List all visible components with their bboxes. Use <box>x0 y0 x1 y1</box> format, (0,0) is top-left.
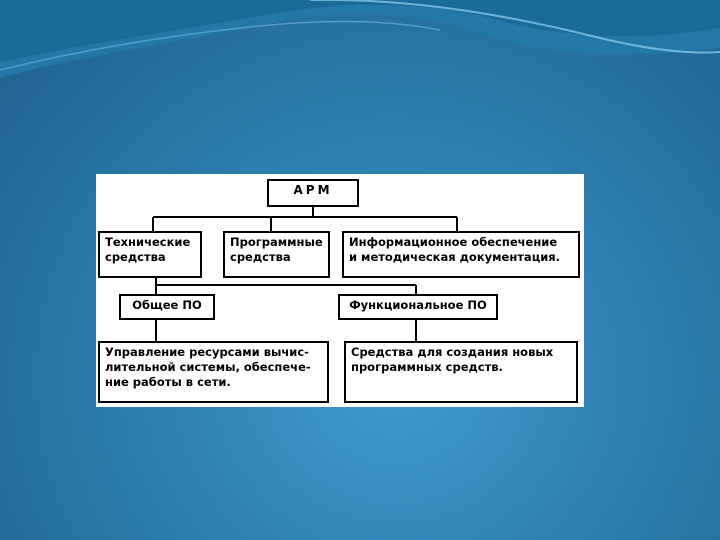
root-node-arm: АРМ <box>267 179 359 207</box>
node-general-software: Общее ПО <box>119 294 215 320</box>
node-resource-management: Управление ресурсами вычис- лительной системы, обеспече- ние работы в сети. <box>98 341 329 403</box>
node-functional-software: Функциональное ПО <box>338 294 498 320</box>
node-information-support: Информационное обеспечение и методическая документация. <box>342 231 580 278</box>
node-software-means: Программные средства <box>223 231 330 278</box>
header-wave-decoration <box>0 0 720 110</box>
arm-structure-diagram <box>96 174 584 407</box>
node-development-tools: Средства для создания новых программных средств. <box>344 341 578 403</box>
node-technical-means: Технические средства <box>98 231 202 278</box>
